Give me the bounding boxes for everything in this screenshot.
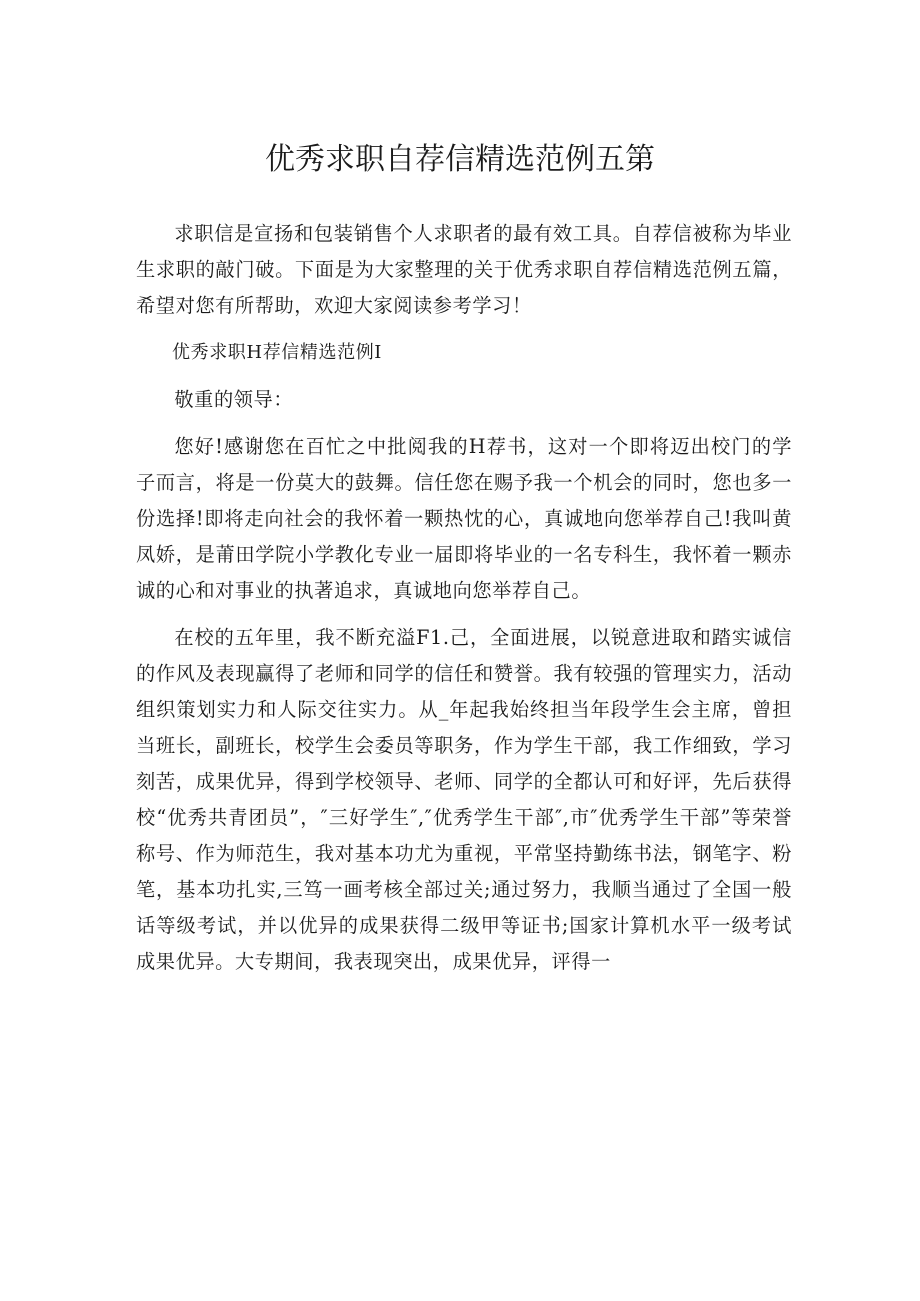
document-body xyxy=(136,216,792,991)
section-heading: 优秀求职H荐信精选范例I xyxy=(172,342,383,363)
document-title: 优秀求职自荐信精选范例五第 xyxy=(265,142,655,177)
body-paragraph: 您好!感谢您在百忙之中批阅我的H荐书，这对一个即将迈出校门的学子而言，将是一份莫大的鼓舞。信任您在赐予我一个机会的同时，您也多一份选择!即将走向社会的我怀着一颗热忱的心，真诚地向您举荐自己!我叫黄凤娇，是莆田学院小学教化专业一届即将毕业的一名专科生，我怀着一颗赤诚的心和对事业的执著追求，真诚地向您举荐自己。 xyxy=(136,435,792,602)
salutation: 敬重的领导： xyxy=(174,388,294,411)
intro-paragraph: 求职信是宣扬和包装销售个人求职者的最有效工具。自荐信被称为毕业生求职的敲门破。下面是为大家整理的关于优秀求职自荐信精选范例五篇，希望对您有所帮助，欢迎大家阅读参考学习！ xyxy=(136,222,792,317)
body-paragraph: 在校的五年里，我不断充溢F1.己，全面进展，以锐意进取和踏实诚信的作风及表现赢得了老师和同学的信任和赞誉。我有较强的管理实力，活动组织策划实力和人际交往实力。从_年起我始终担当年段学生会主席，曾担当班长，副班长，校学生会委员等职务，作为学生干部，我工作细致，学习刻苦，成果优异，得到学校领导、老师、同学的全都认可和好评，先后获得校“优秀共青团员”，″三好学生″,″优秀学生干部″,市″优秀学生干部”等荣誉称号、作为师范生，我对基本功尤为重视，平常坚持勤练书法，钢笔字、粉笔，基本功扎实,三笃一画考核全部过关;通过努力，我顺当通过了全国一般话等级考试，并以优异的成果获得二级甲等证书;国家计算机水平一级考试成果优异。大专期间，我表现突出，成果优异，评得一 xyxy=(136,626,792,973)
